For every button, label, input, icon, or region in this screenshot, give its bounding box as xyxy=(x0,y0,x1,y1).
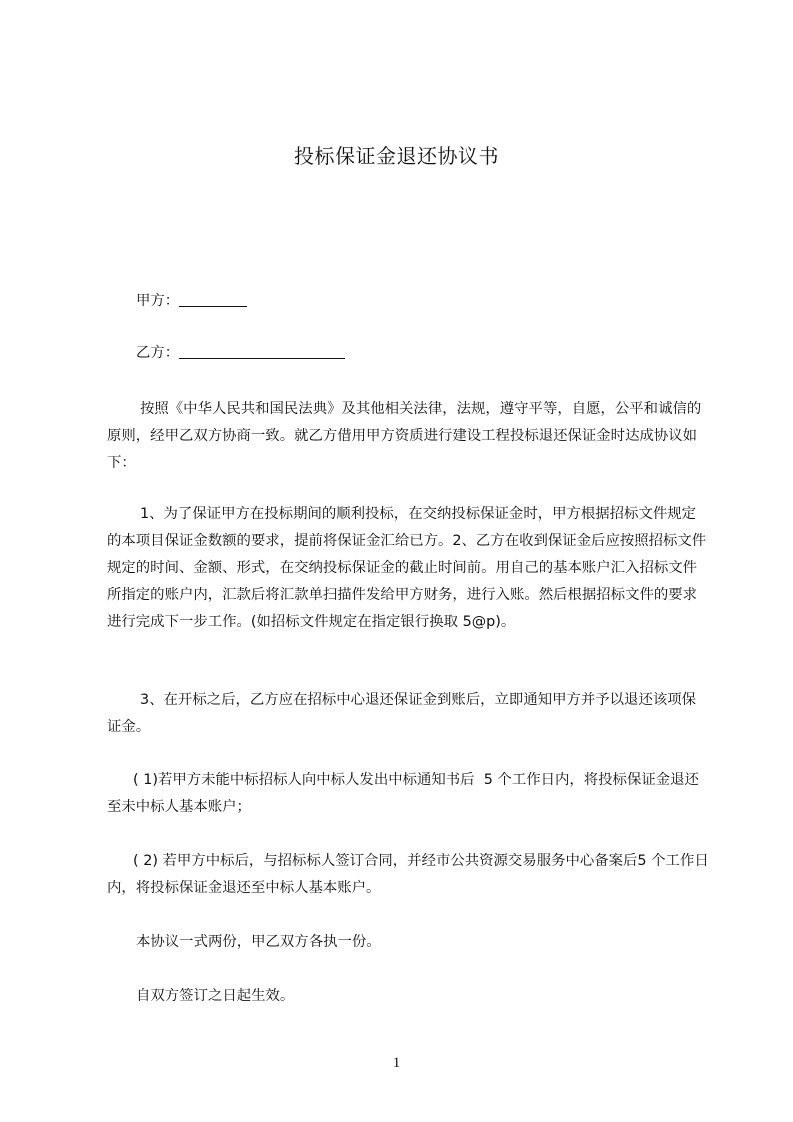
party-a-line xyxy=(136,288,247,315)
paragraph-preamble: 按照《中华人民共和国民法典》及其他相关法律，法规，遵守平等，自愿，公平和诚信的原则，经甲乙双方协商一致。就乙方借用甲方资质进行建设工程投标退还保证金时达成协议如下： xyxy=(107,401,702,471)
document-title: 投标保证金退还协议书 xyxy=(294,144,499,168)
paragraph-clause-3-1: ( 1)若甲方未能中标招标人向中标人发出中标通知书后 5 个工作日内，将投标保证金退还至未中标人基本账户； xyxy=(107,772,699,815)
party-b-line xyxy=(136,340,345,367)
page-number: 1 xyxy=(392,1055,401,1071)
paragraph-copies: 本协议一式两份，甲乙双方各执一份。 xyxy=(136,934,381,950)
paragraph-effective: 自双方签订之日起生效。 xyxy=(136,988,295,1004)
party-b-blank xyxy=(179,341,345,359)
party-a-blank xyxy=(179,289,247,307)
paragraph-clause-3: 3、在开标之后，乙方应在招标中心退还保证金到账后，立即通知甲方并予以退还该项保证金。 xyxy=(107,692,697,735)
party-a-label: 甲方： xyxy=(136,293,180,309)
paragraph-clause-3-2: ( 2) 若甲方中标后，与招标标人签订合同，并经市公共资源交易服务中心备案后5 个工作日内，将投标保证金退还至中标人基本账户。 xyxy=(107,853,709,896)
party-b-label: 乙方： xyxy=(136,345,180,361)
paragraph-clause-1-2: 1、为了保证甲方在投标期间的顺利投标，在交纳投标保证金时，甲方根据招标文件规定的本项目保证金数额的要求，提前将保证金汇给已方。2、乙方在收到保证金后应按照招标文件规定的时间、金额、形式，在交纳投标保证金的截止时间前。用自己的基本账户汇入招标文件所指定的账户内，汇款后将汇款单扫描件发给甲方财务，进行入账。然后根据招标文件的要求进行完成下一步工作。(如招标文件规定在指定银行换取 5@p)。 xyxy=(107,506,707,630)
